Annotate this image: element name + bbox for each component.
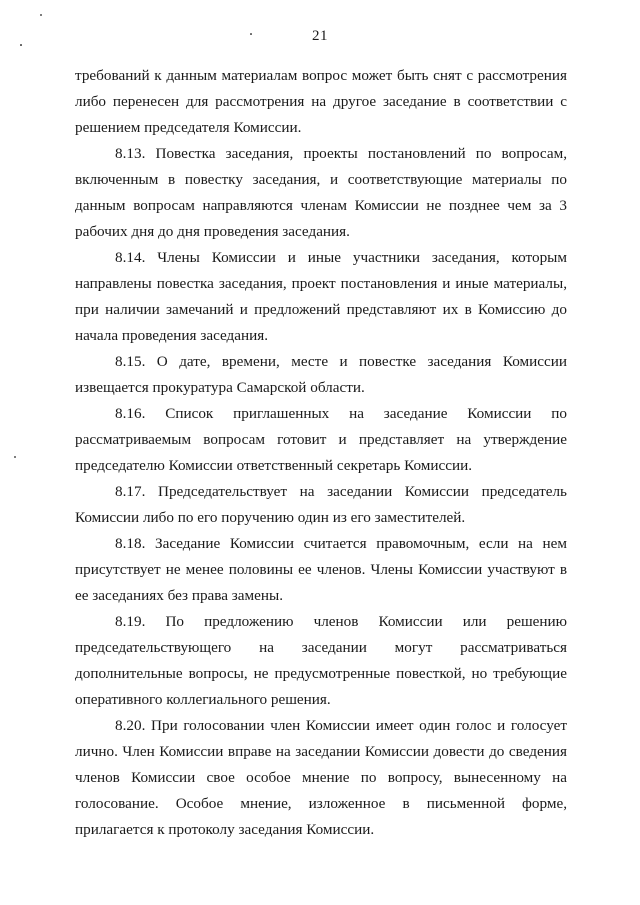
paragraph-8-14	[75, 245, 567, 349]
paragraph-8-17	[75, 479, 567, 531]
text-line: председателю Комиссии ответственный секретарь Комиссии.	[75, 457, 473, 474]
text-line: при наличии замечаний и предложений представляют их в Комиссию до	[75, 301, 567, 318]
scan-speck	[14, 456, 16, 458]
text-line: председательствующего на заседании могут рассматриваться	[75, 639, 567, 656]
paragraph-8-20	[75, 713, 567, 843]
paragraph-8-18	[75, 531, 567, 609]
text-line: либо перенесен для рассмотрения на другое заседание в соответствии с	[75, 93, 567, 110]
text-line: данным вопросам направляются членам Комиссии не позднее чем за 3	[75, 197, 567, 214]
text-line: 8.15. О дате, времени, месте и повестке заседания Комиссии	[115, 353, 567, 370]
text-line: включенным в повестку заседания, и соответствующие материалы по	[75, 171, 567, 188]
text-line: голосование. Особое мнение, изложенное в письменной форме,	[75, 795, 567, 812]
text-line: присутствует не менее половины ее членов. Члены Комиссии участвуют в	[75, 561, 567, 578]
text-line: рабочих дня до дня проведения заседания.	[75, 223, 350, 240]
text-line: Комиссии либо по его поручению один из его заместителей.	[75, 509, 466, 526]
text-line: ее заседаниях без права замены.	[75, 587, 284, 604]
text-line: направлены повестка заседания, проект постановления и иные материалы,	[75, 275, 567, 292]
text-line: 8.20. При голосовании член Комиссии имеет один голос и голосует	[115, 717, 567, 734]
document-body	[75, 63, 567, 843]
text-line: дополнительные вопросы, не предусмотренные повесткой, но требующие	[75, 665, 567, 682]
paragraph-8-15	[75, 349, 567, 401]
text-line: 8.14. Члены Комиссии и иные участники заседания, которым	[115, 249, 567, 266]
paragraph-8-16	[75, 401, 567, 479]
text-line: 8.19. По предложению членов Комиссии или решению	[115, 613, 567, 630]
text-line: требований к данным материалам вопрос может быть снят с рассмотрения	[75, 67, 567, 84]
paragraph-8-19	[75, 609, 567, 713]
text-line: рассматриваемым вопросам готовит и представляет на утверждение	[75, 431, 567, 448]
scan-speck	[40, 14, 42, 16]
text-line: 8.16. Список приглашенных на заседание Комиссии по	[115, 405, 567, 422]
text-line: лично. Член Комиссии вправе на заседании Комиссии довести до сведения	[75, 743, 567, 760]
text-line: оперативного коллегиального решения.	[75, 691, 331, 708]
text-line: извещается прокуратура Самарской области.	[75, 379, 365, 396]
page-number: 21	[312, 28, 328, 44]
text-line: решением председателя Комиссии.	[75, 119, 302, 136]
text-line: начала проведения заседания.	[75, 327, 269, 344]
text-line: прилагается к протоколу заседания Комиссии.	[75, 821, 375, 838]
text-line: 8.18. Заседание Комиссии считается правомочным, если на нем	[115, 535, 567, 552]
text-line: 8.17. Председательствует на заседании Комиссии председатель	[115, 483, 567, 500]
paragraph-continuation	[75, 63, 567, 141]
text-line: 8.13. Повестка заседания, проекты постановлений по вопросам,	[115, 145, 567, 162]
paragraph-8-13	[75, 141, 567, 245]
text-line: членов Комиссии свое особое мнение по вопросу, вынесенному на	[75, 769, 567, 786]
